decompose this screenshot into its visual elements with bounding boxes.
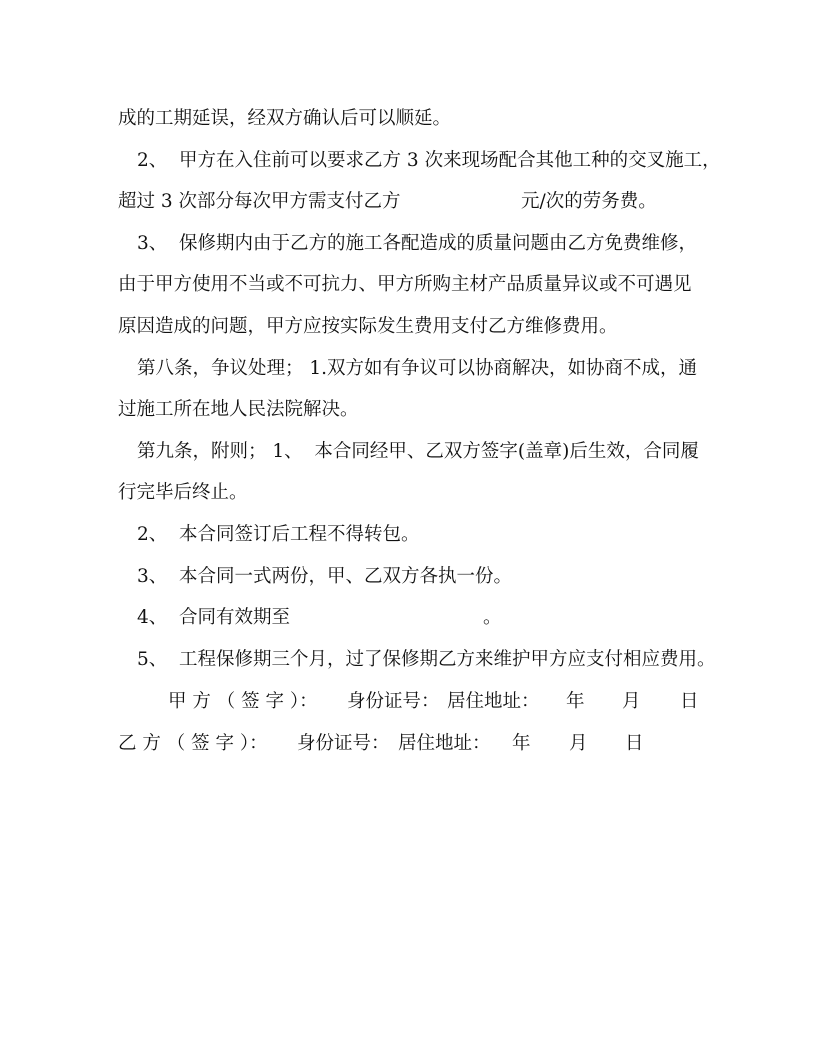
paragraph-line: 元/次的劳务费。 [521, 191, 657, 212]
party-a-day: 日 [680, 691, 699, 712]
paragraph-line: 2、 甲方在入住前可以要求乙方 3 次来现场配合其他工种的交叉施工， [137, 150, 721, 171]
paragraph-line: 由于甲方使用不当或不可抗力、甲方所购主材产品质量异议或不可遇见 [118, 274, 692, 295]
paragraph-line: 2、 本合同签订后工程不得转包。 [137, 524, 420, 545]
party-b-sign-label: 乙 方 （ 签 字 ）： [118, 733, 268, 754]
paragraph-line: 3、 本合同一式两份，甲、乙双方各执一份。 [137, 566, 513, 587]
paragraph-line: 过施工所在地人民法院解决。 [118, 399, 359, 420]
paragraph-line: 第八条，争议处理； 1.双方如有争议可以协商解决，如协商不成，通 [137, 358, 698, 379]
party-a-address-label: 居住地址： [447, 691, 540, 712]
party-b-month: 月 [569, 733, 588, 754]
paragraph-line: 原因造成的问题，甲方应按实际发生费用支付乙方维修费用。 [118, 316, 618, 337]
party-a-id-label: 身份证号： [347, 691, 440, 712]
paragraph-line: 3、 保修期内由于乙方的施工各配造成的质量问题由乙方免费维修， [137, 233, 698, 254]
party-a-year: 年 [566, 691, 585, 712]
party-b-id-label: 身份证号： [297, 733, 390, 754]
party-b-address-label: 居住地址： [398, 733, 491, 754]
paragraph-line: 超过 3 次部分每次甲方需支付乙方 [118, 191, 401, 212]
party-a-month: 月 [622, 691, 641, 712]
paragraph-line: 5、 工程保修期三个月，过了保修期乙方来维护甲方应支付相应费用。 [137, 649, 716, 670]
paragraph-line: 。 [483, 607, 502, 628]
paragraph-line: 成的工期延误，经双方确认后可以顺延。 [118, 108, 452, 129]
paragraph-line: 第九条，附则； 1、 本合同经甲、乙双方签字(盖章)后生效，合同履 [137, 441, 699, 462]
paragraph-line: 行完毕后终止。 [118, 482, 248, 503]
paragraph-line: 4、 合同有效期至 [137, 607, 291, 628]
party-a-sign-label: 甲 方 （ 签 字 ）： [168, 691, 318, 712]
party-b-day: 日 [625, 733, 644, 754]
party-b-year: 年 [512, 733, 531, 754]
